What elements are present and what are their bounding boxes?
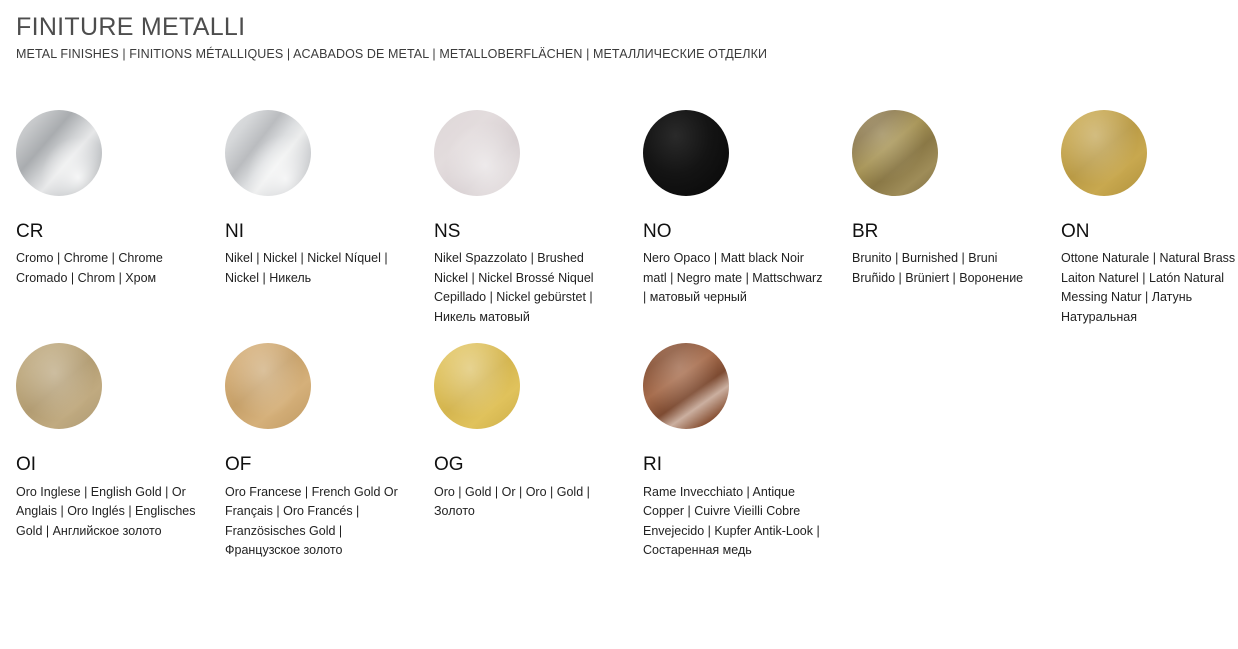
finish-item — [434, 110, 643, 327]
finish-code: BR — [852, 220, 879, 242]
finish-item — [225, 343, 434, 560]
finish-item — [852, 110, 1061, 327]
finish-code: NS — [434, 220, 461, 242]
finish-item — [434, 343, 643, 560]
antique-copper-swatch — [643, 343, 729, 429]
finish-description: Rame Invecchiato | Antique Copper | Cuivre Vieilli Cobre Envejecido | Kupfer Antik-Look | Состаренная медь — [643, 484, 820, 557]
finish-item — [16, 343, 225, 560]
finish-code: ON — [1061, 220, 1090, 242]
finishes-grid-row-2 — [16, 343, 1222, 560]
finish-item — [643, 343, 852, 560]
finish-description: Nero Opaco | Matt black Noir matl | Negro mate | Mattschwarz | матовый черный — [643, 251, 823, 305]
finish-description: Nikel | Nickel | Nickel Níquel | Nickel | Никель — [225, 251, 388, 285]
finish-code: NO — [643, 220, 672, 242]
chrome-swatch — [16, 110, 102, 196]
brushed-nickel-swatch — [434, 110, 520, 196]
matt-black-swatch — [643, 110, 729, 196]
english-gold-swatch — [16, 343, 102, 429]
empty-cell — [852, 343, 1061, 560]
finish-code: OG — [434, 453, 464, 475]
finish-code: OF — [225, 453, 252, 475]
finish-description: Brunito | Burnished | Bruni Bruñido | Brüniert | Воронение — [852, 251, 1024, 285]
french-gold-swatch — [225, 343, 311, 429]
finish-description: Oro Francese | French Gold Or Français | Oro Francés | Französisches Gold | Французское золото — [225, 484, 398, 557]
empty-cell — [1061, 343, 1238, 560]
page-title: FINITURE METALLI — [16, 13, 246, 41]
burnished-swatch — [852, 110, 938, 196]
finish-code: CR — [16, 220, 44, 242]
finish-code: OI — [16, 453, 37, 475]
finish-code: NI — [225, 220, 244, 242]
natural-brass-swatch — [1061, 110, 1147, 196]
finish-item — [225, 110, 434, 327]
page-subtitle: METAL FINISHES | FINITIONS MÉTALLIQUES | ACABADOS DE METAL | METALLOBERFLÄCHEN | МЕТАЛЛИЧЕСКИЕ ОТДЕЛКИ — [16, 46, 768, 61]
finish-item — [1061, 110, 1238, 327]
gold-swatch — [434, 343, 520, 429]
finish-code: RI — [643, 453, 662, 475]
finish-description: Nikel Spazzolato | Brushed Nickel | Nickel Brossé Niquel Cepillado | Nickel gebürstet | Никель матовый — [434, 251, 594, 324]
finish-description: Cromo | Chrome | Chrome Cromado | Chrom | Хром — [16, 251, 163, 285]
nickel-swatch — [225, 110, 311, 196]
finish-description: Oro | Gold | Or | Oro | Gold | Золото — [434, 484, 590, 519]
finish-item — [16, 110, 225, 327]
finish-description: Oro Inglese | English Gold | Or Anglais | Oro Inglés | Englisches Gold | Английское золото — [16, 484, 196, 538]
finish-item — [643, 110, 852, 327]
finishes-grid-row-1 — [16, 110, 1236, 327]
finish-description: Ottone Naturale | Natural Brass Laiton Naturel | Latón Natural Messing Natur | Латунь Натуральная — [1061, 251, 1236, 324]
